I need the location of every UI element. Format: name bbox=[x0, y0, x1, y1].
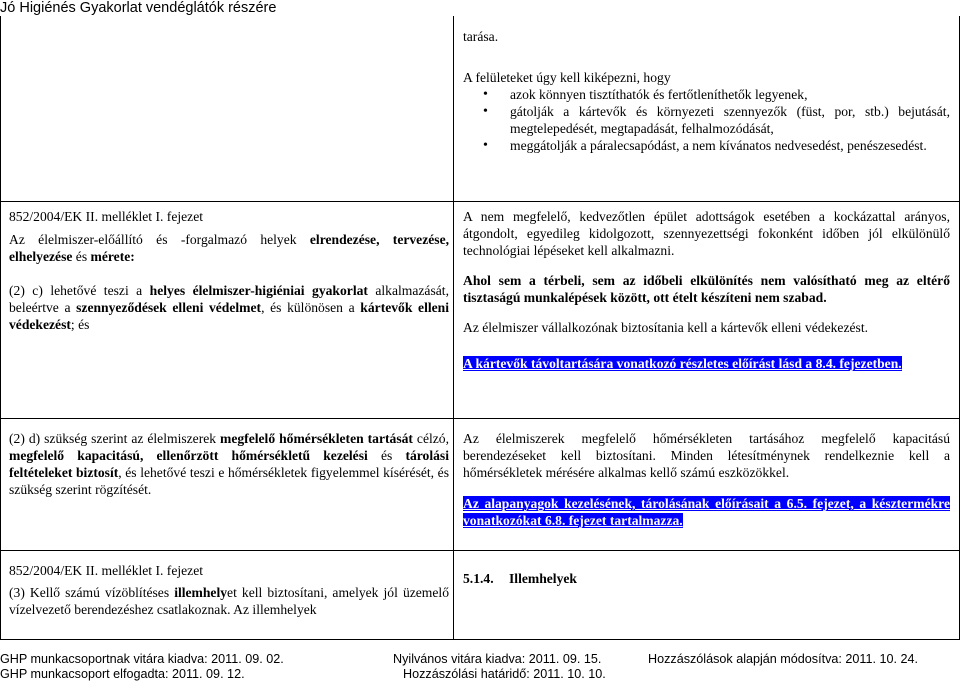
table-divider-middle bbox=[453, 16, 454, 639]
surface-bullet-list bbox=[463, 86, 950, 154]
guidance-section-2 bbox=[463, 430, 950, 529]
guidance-section-1 bbox=[463, 208, 950, 372]
footer-left-1: GHP munkacsoportnak vitára kiadva: 2011. 09. 02. bbox=[0, 652, 284, 666]
row-divider-1 bbox=[0, 201, 960, 202]
highlighted-reference: Az alapanyagok kezelésének, tárolásának előírásait a 6.5. fejezet, a késztermékre vonatkozókat 6.8. fejezet tartalmazza. bbox=[463, 496, 950, 528]
footer-middle-1: Nyilvános vitára kiadva: 2011. 09. 15. bbox=[393, 652, 602, 666]
regulation-reference: 852/2004/EK II. melléklet I. fejezet bbox=[9, 209, 204, 224]
regulation-section-3 bbox=[9, 562, 449, 618]
regulation-section-1 bbox=[9, 208, 449, 333]
section-heading-5-1-4 bbox=[463, 570, 950, 587]
guidance-paragraph-bold: Ahol sem a térbeli, sem az időbeli elkülönítés nem valósítható meg az eltérő tisztaságú munkalépések között, ott ételt készíteni nem szabad. bbox=[463, 273, 950, 305]
highlighted-reference: A kártevők távoltartására vonatkozó részletes előírást lásd a 8.4. fejezetben. bbox=[463, 356, 902, 371]
guidance-paragraph: A nem megfelelő, kedvezőtlen épület adottságok esetében a kockázattal arányos, átgondolt, egyedileg kidolgozott, szennyezettségi fokonként időben jól elkülönülő technológiai lépéseket kell alkalmazni. bbox=[463, 209, 950, 258]
fragment-text: tarása. bbox=[463, 29, 499, 44]
surface-requirements bbox=[463, 28, 950, 154]
bullet-item: • meggátolják a páralecsapódást, a nem kívánatos nedvesedést, penészesedést. bbox=[463, 137, 950, 154]
regulation-paragraph: (2) d) szükség szerint az élelmiszerek megfelelő hőmérsékleten tartását célzó, megfelelő kapacitású, ellenőrzött hőmérsékletű kezelési és tárolási feltételeket biztosít, és lehetővé teszi e hőmérsékletek figyelemmel kísérését, és szükség szerint rögzítését. bbox=[9, 431, 449, 497]
guidance-paragraph: Az élelmiszerek megfelelő hőmérsékleten tartásához megfelelő kapacitású berendezéseket kell biztosítani. Minden létesítménynek rendelkeznie kell a hőmérsékletek mérésére alkalmas kellő számú eszközökkel. bbox=[463, 431, 950, 480]
page-header-title: Jó Higiénés Gyakorlat vendéglátók részére bbox=[0, 0, 277, 16]
regulation-paragraph: (3) Kellő számú vízöblítéses illemhelyet kell biztosítani, amelyek jól üzemelő vízelvezető berendezéshez csatlakoznak. Az illemhelyek bbox=[9, 585, 449, 617]
section-title: Illemhelyek bbox=[509, 571, 577, 586]
regulation-reference: 852/2004/EK II. melléklet I. fejezet bbox=[9, 563, 204, 578]
footer-left-2: GHP munkacsoport elfogadta: 2011. 09. 12. bbox=[0, 667, 245, 681]
regulation-paragraph: Az élelmiszer-előállító és -forgalmazó helyek elrendezése, tervezése, elhelyezése és mérete: bbox=[9, 232, 450, 264]
table-bottom bbox=[0, 639, 960, 640]
section-number: 5.1.4. bbox=[463, 571, 494, 586]
table-border-left bbox=[0, 16, 1, 639]
row-divider-3 bbox=[0, 550, 960, 551]
row-divider-2 bbox=[0, 418, 960, 419]
footer-right-1: Hozzászólások alapján módosítva: 2011. 10. 24. bbox=[648, 652, 918, 666]
surface-intro: A felületeket úgy kell kiképezni, hogy bbox=[463, 70, 671, 85]
footer-middle-2: Hozzászólási határidő: 2011. 10. 10. bbox=[403, 667, 606, 681]
bullet-item: • gátolják a kártevők és környezeti szennyezők (füst, por, stb.) bejutását, megtelepedését, megtapadását, felhalmozódását, bbox=[463, 103, 950, 137]
regulation-section-2 bbox=[9, 430, 449, 498]
guidance-paragraph: Az élelmiszer vállalkozónak biztosítania kell a kártevők elleni védekezést. bbox=[463, 320, 868, 335]
bullet-item: • azok könnyen tisztíthatók és fertőtleníthetők legyenek, bbox=[463, 86, 950, 103]
regulation-paragraph: (2) c) lehetővé teszi a helyes élelmiszer-higiéniai gyakorlat alkalmazását, beleértve a szennyeződések elleni védelmet, és különösen a kártevők elleni védekezést; és bbox=[9, 283, 450, 332]
